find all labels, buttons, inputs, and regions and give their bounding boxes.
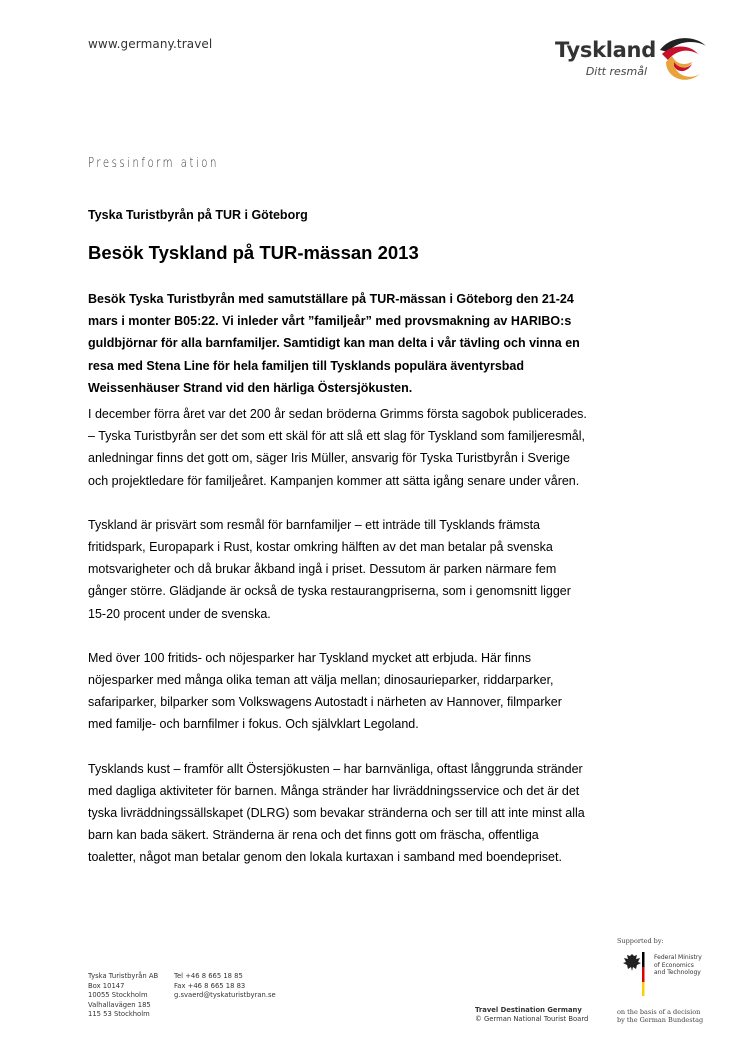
footer-contact	[174, 972, 276, 1001]
basis-line: by the German Bundestag	[617, 1016, 704, 1024]
body-line: 15-20 procent under de svenska.	[88, 606, 271, 621]
swirl-logo-icon	[652, 32, 710, 88]
body-line: anledningar finns det gott om, säger Iris Müller, ansvarig för Tyska Turistbyrån i Sverige	[88, 451, 570, 466]
basis-line: on the basis of a decision	[617, 1008, 701, 1016]
body-paragraph	[88, 403, 663, 492]
address-line: 10055 Stockholm	[88, 991, 148, 1000]
lead-line: Weissenhäuser Strand vid den härliga Östersjökusten.	[88, 380, 413, 395]
body-line: I december förra året var det 200 år sedan bröderna Grimms första sagobok publicerades.	[88, 407, 587, 422]
phone: Tel +46 8 665 18 85	[174, 972, 243, 980]
lead-line: Besök Tyska Turistbyrån med samutställare på TUR-mässan i Göteborg den 21-24	[88, 292, 574, 306]
tdg-title: Travel Destination Germany	[475, 1006, 582, 1014]
body-line: tyska livräddningssällskapet (DLRG) som bevakar stränderna och ser till att inte minst alla	[88, 806, 585, 821]
body-line: gånger större. Glädjande är också de tyska restaurangpriserna, som i genomsnitt ligger	[88, 584, 571, 599]
footer-address	[88, 972, 158, 1020]
lead-paragraph	[88, 288, 663, 399]
footer-tdg	[475, 1006, 588, 1024]
body-paragraph	[88, 647, 663, 736]
body-line: Tysklands kust – framför allt Östersjökusten – har barnvänliga, oftast långgrunda stränder	[88, 761, 583, 776]
body-line: barn kan bada säkert. Stränderna är rena och det finns gott om fräscha, offentliga	[88, 828, 539, 843]
lead-line: resa med Stena Line för hela familjen till Tysklands populära äventyrsbad	[88, 358, 525, 373]
logo-name: Tyskland	[555, 38, 656, 62]
body-line: motsvarigheter och då brukar åkband ingå i priset. Dessutom är parken närmare fem	[88, 562, 557, 577]
body-line: safariparker, bilparker som Volkswagens Autostadt i närheten av Hannover, filmparker	[88, 695, 562, 710]
tyskland-logo	[555, 32, 715, 88]
body-paragraph	[88, 758, 663, 869]
address-line: Tyska Turistbyrån AB	[88, 972, 159, 980]
body-line: fritidspark, Europapark i Rust, kostar omkring hälften av det man betalar på svenska	[88, 540, 553, 555]
address-line: 115 53 Stockholm	[88, 1010, 150, 1019]
website-url[interactable]: www.germany.travel	[88, 37, 213, 51]
address-line: Box 10147	[88, 981, 125, 990]
body-paragraph	[88, 514, 663, 625]
bundestag-note	[617, 1008, 703, 1024]
body-line: med familje- och barnfilmer i fokus. Och självklart Legoland.	[88, 717, 419, 732]
logo-tagline: Ditt resmål	[585, 65, 647, 78]
body-line: och projektledare för familjeåret. Kampanjen kommer att sätta igång senare under våren.	[88, 473, 580, 488]
kicker: Tyska Turistbyrån på TUR i Göteborg	[88, 208, 308, 222]
lead-line: guldbjörnar för alla barnfamiljer. Samtidigt kan man delta i vår tävling och vinna en	[88, 336, 580, 351]
ministry-name	[654, 954, 702, 977]
address-line: Valhallavägen 185	[88, 1000, 151, 1009]
email-link[interactable]: g.svaerd@tyskaturistbyran.se	[174, 991, 276, 1000]
article-body	[88, 288, 663, 891]
ministry-line: Federal Ministry	[654, 954, 702, 961]
body-line: Tyskland är prisvärt som resmål för barnfamiljer – ett inträde till Tysklands främsta	[88, 517, 541, 532]
lead-line: mars i monter B05:22. Vi inleder vårt ”familjeår” med provsmakning av HARIBO:s	[88, 314, 572, 329]
body-line: – Tyska Turistbyrån ser det som ett skäl för att slå ett slag för Tyskland som familjeresmål,	[88, 429, 585, 444]
ministry-line: of Economics	[654, 961, 694, 969]
ministry-line: and Technology	[654, 969, 701, 977]
supported-by-label: Supported by:	[617, 937, 664, 945]
headline: Besök Tyskland på TUR-mässan 2013	[88, 242, 419, 263]
body-line: med dagliga aktiviteter för barnen. Många stränder har livräddningsservice och det är det	[88, 783, 580, 798]
german-flag-stripe	[642, 952, 645, 996]
tdg-sub: © German National Tourist Board	[475, 1015, 589, 1023]
body-line: nöjesparker med många olika teman att välja mellan; dinosaurieparker, riddarparker,	[88, 673, 554, 688]
section-label: Pressinform ation	[88, 156, 219, 171]
fax: Fax +46 8 665 18 83	[174, 981, 246, 990]
body-line: toaletter, något man betalar genom den lokala kurtaxan i samband med boendepriset.	[88, 850, 562, 865]
body-line: Med över 100 fritids- och nöjesparker har Tyskland mycket att erbjuda. Här finns	[88, 650, 532, 665]
